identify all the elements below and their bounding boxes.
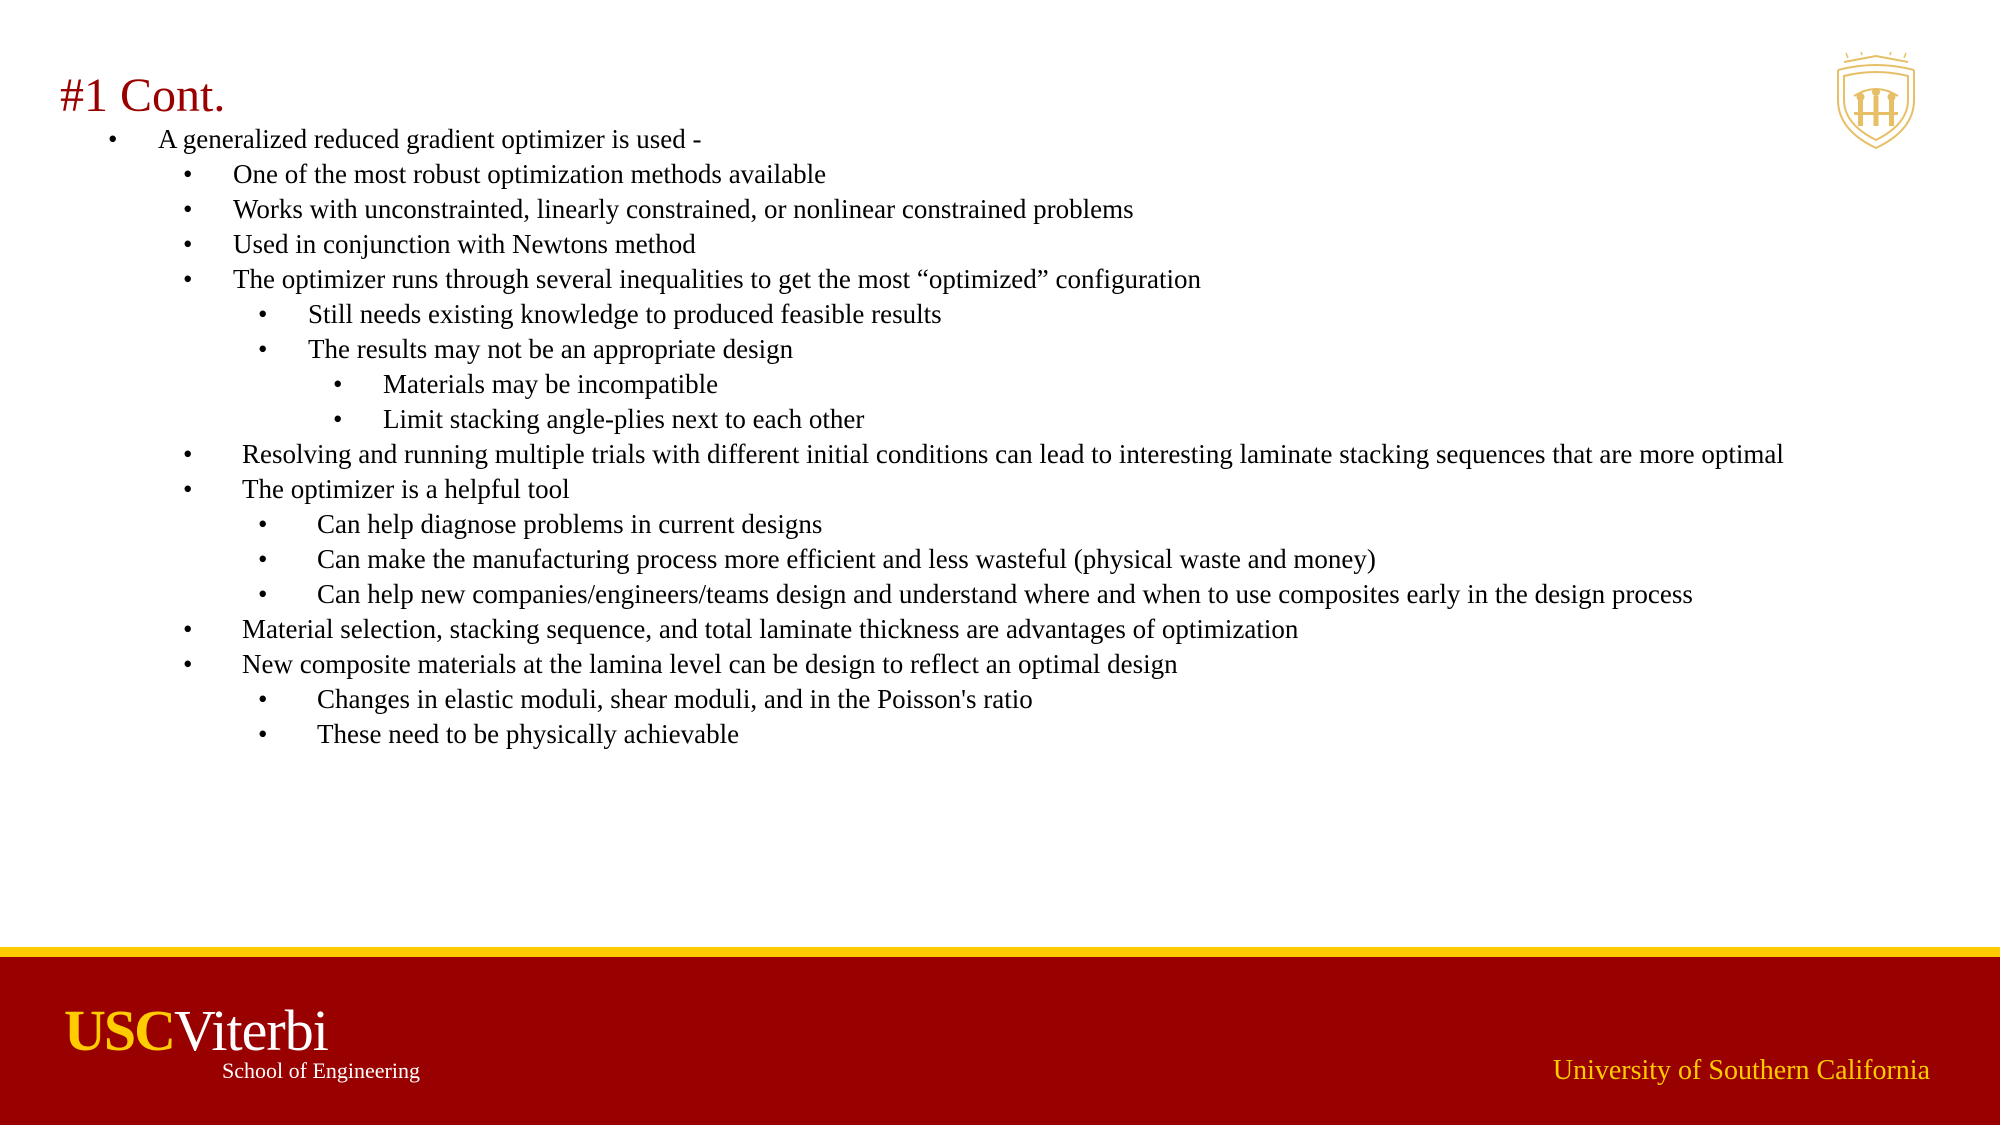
bullet-item [0,297,2000,332]
bullet-item [0,507,2000,542]
school-name: School of Engineering [222,1058,420,1083]
bullet-text: The optimizer runs through several inequalities to get the most “optimized” configuration [233,264,1201,294]
bullet-item [0,367,2000,402]
bullet-item [0,122,2000,157]
bullet-marker: • [183,439,193,469]
logo-viterbi-text: Viterbi [174,998,328,1063]
bullet-item [0,717,2000,752]
bullet-text: One of the most robust optimization methods available [233,159,827,189]
bullet-text: Works with unconstrainted, linearly constrained, or nonlinear constrained problems [233,194,1134,224]
footer-banner [0,957,2000,1125]
bullet-marker: • [258,719,268,749]
bullet-marker: • [183,474,193,504]
bullet-item [0,682,2000,717]
bullet-marker: • [183,614,193,644]
slide-title: #1 Cont. [60,69,226,122]
bullet-text: Material selection, stacking sequence, and total laminate thickness are advantages of optimization [242,614,1299,644]
bullet-text: Still needs existing knowledge to produced feasible results [308,299,942,329]
bullet-text: These need to be physically achievable [317,719,740,749]
bullet-text: The results may not be an appropriate design [308,334,794,364]
bullet-text: A generalized reduced gradient optimizer is used - [158,124,702,154]
bullet-item [0,542,2000,577]
bullet-item [0,192,2000,227]
logo-usc-text: USC [64,998,175,1063]
bullet-item [0,332,2000,367]
bullet-text: New composite materials at the lamina level can be design to reflect an optimal design [242,649,1178,679]
bullet-item [0,612,2000,647]
bullet-marker: • [183,649,193,679]
bullet-text: Can help diagnose problems in current designs [317,509,823,539]
bullet-marker: • [183,194,193,224]
bullet-marker: • [183,159,193,189]
bullet-marker: • [258,579,268,609]
bullet-text: The optimizer is a helpful tool [242,474,570,504]
bullet-item [0,472,2000,507]
bullet-marker: • [108,124,118,154]
bullet-item [0,402,2000,437]
bullet-marker: • [183,264,193,294]
bullet-item [0,262,2000,297]
bullet-item [0,437,2000,472]
bullet-marker: • [258,684,268,714]
bullet-text: Resolving and running multiple trials with different initial conditions can lead to interesting laminate stacking sequences that are more optimal [242,439,1784,469]
bullet-text: Can help new companies/engineers/teams design and understand where and when to use composites early in the design process [317,579,1693,609]
bullet-item [0,157,2000,192]
bullet-item [0,227,2000,262]
bullet-marker: • [258,299,268,329]
bullet-marker: • [183,229,193,259]
bullet-text: Changes in elastic moduli, shear moduli, and in the Poisson's ratio [317,684,1033,714]
bullet-marker: • [258,334,268,364]
bullet-text: Limit stacking angle-plies next to each other [383,404,865,434]
bullet-text: Used in conjunction with Newtons method [233,229,696,259]
bullet-text: Materials may be incompatible [383,369,719,399]
bullet-marker: • [258,544,268,574]
usc-viterbi-logo [64,997,328,1064]
bullet-marker: • [333,369,343,399]
bullet-marker: • [258,509,268,539]
bullet-text: Can make the manufacturing process more efficient and less wasteful (physical waste and money) [317,544,1376,574]
bullet-list [0,122,2000,752]
bullet-marker: • [333,404,343,434]
university-name: University of Southern California [1552,1055,1930,1086]
bullet-item [0,577,2000,612]
bullet-item [0,647,2000,682]
footer-gold-stripe [0,947,2000,957]
